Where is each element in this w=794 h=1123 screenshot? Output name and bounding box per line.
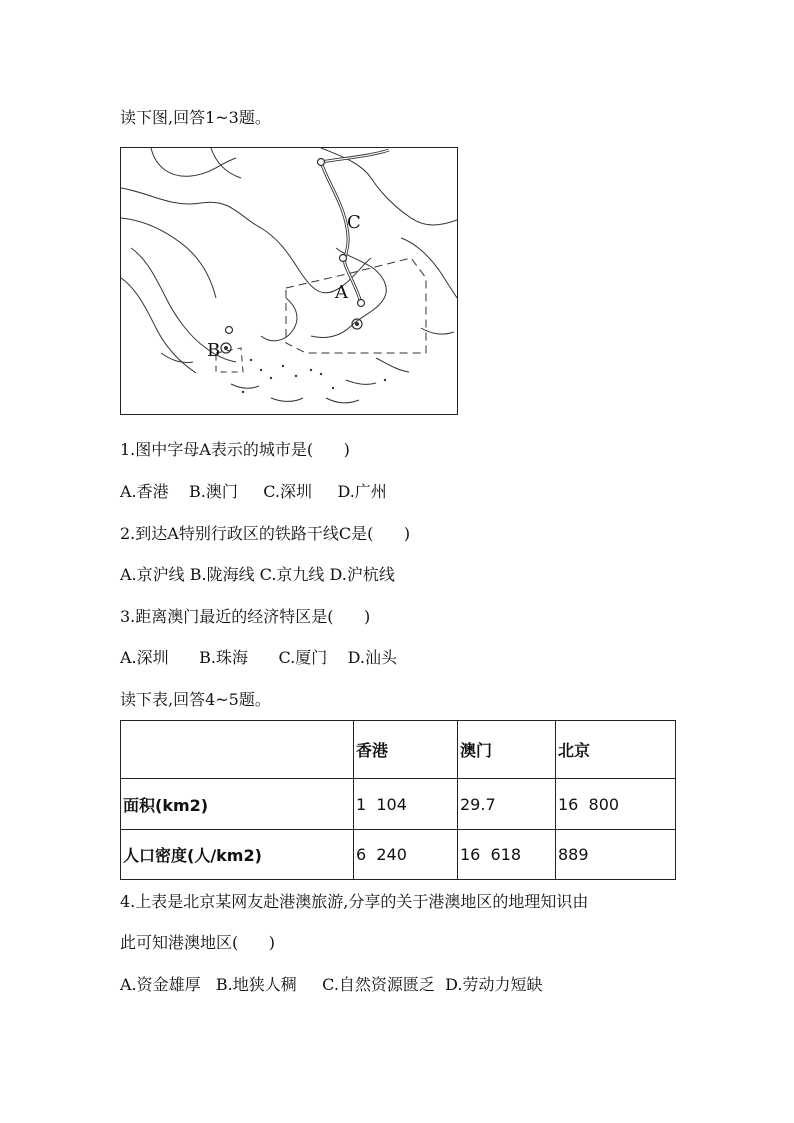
question-2-options: A.京沪线 B.陇海线 C.京九线 D.沪杭线 <box>120 565 395 584</box>
table-cell: 16 800 <box>556 779 676 830</box>
question-3-stem: 3.距离澳门最近的经济特区是( ) <box>120 607 371 626</box>
pearl-river-delta-map <box>120 147 458 415</box>
table-row <box>121 779 676 830</box>
table-row-label: 人口密度(人/km2) <box>121 830 354 880</box>
map-label-c: C <box>347 212 361 233</box>
table-row <box>121 830 676 880</box>
map-label-a: A <box>335 282 348 303</box>
question-3-options: A.深圳 B.珠海 C.厦门 D.汕头 <box>120 648 397 667</box>
map-graphic <box>121 148 457 414</box>
table-header-cell <box>121 721 354 779</box>
question-2-stem: 2.到达A特别行政区的铁路干线C是( ) <box>120 524 411 543</box>
table-cell: 16 618 <box>458 830 556 880</box>
table-header-row <box>121 721 676 779</box>
hk-macau-beijing-table <box>120 720 676 880</box>
table-header-cell: 澳门 <box>458 721 556 779</box>
question-1-options: A.香港 B.澳门 C.深圳 D.广州 <box>120 482 387 501</box>
table-header-cell: 香港 <box>354 721 458 779</box>
table-cell: 1 104 <box>354 779 458 830</box>
question-4-stem-line-1: 4.上表是北京某网友赴港澳旅游,分享的关于港澳地区的地理知识由 <box>120 892 589 911</box>
table-cell: 6 240 <box>354 830 458 880</box>
table-row-label: 面积(km2) <box>121 779 354 830</box>
table-header-cell: 北京 <box>556 721 676 779</box>
table-cell: 889 <box>556 830 676 880</box>
question-4-stem-line-2: 此可知港澳地区( ) <box>120 933 276 952</box>
intro-line-table: 读下表,回答4~5题。 <box>120 690 271 709</box>
table-cell: 29.7 <box>458 779 556 830</box>
question-4-options: A.资金雄厚 B.地狭人稠 C.自然资源匮乏 D.劳动力短缺 <box>120 975 543 994</box>
map-label-b: B <box>207 340 221 361</box>
intro-line-map: 读下图,回答1~3题。 <box>120 108 271 127</box>
question-1-stem: 1.图中字母A表示的城市是( ) <box>120 440 350 459</box>
